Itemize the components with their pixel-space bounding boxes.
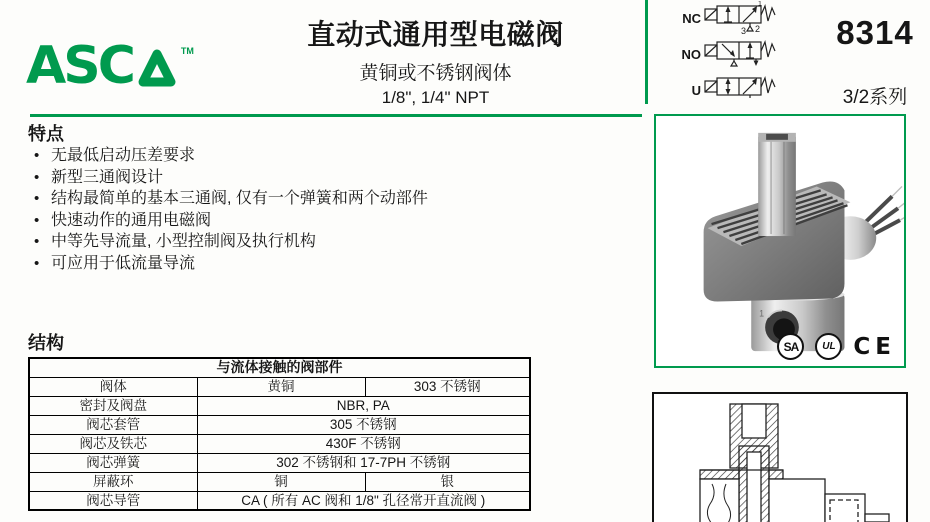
csa-mark-icon: SA bbox=[777, 333, 804, 360]
table-title: 与流体接触的阀部件 bbox=[29, 358, 530, 377]
model-block bbox=[828, 14, 922, 52]
row-value: CA ( 所有 AC 阀和 1/8" 孔径常开直流阀 ) bbox=[197, 491, 530, 510]
port-3-number: 3 bbox=[741, 26, 747, 35]
table-row bbox=[29, 377, 530, 396]
trademark-symbol: TM bbox=[180, 46, 194, 56]
table-row bbox=[29, 491, 530, 510]
feature-text: 无最低启动压差要求 bbox=[51, 147, 196, 164]
features-list bbox=[34, 145, 428, 274]
row-label: 阀芯弹簧 bbox=[29, 453, 197, 472]
feature-item bbox=[34, 210, 428, 232]
feature-text: 新型三通阀设计 bbox=[51, 168, 164, 186]
u-valve-symbol-icon bbox=[704, 73, 780, 107]
row-value: 黄铜 bbox=[197, 377, 365, 396]
flange-section bbox=[700, 470, 739, 479]
bullet-icon: • bbox=[34, 147, 40, 164]
no-valve-symbol-icon bbox=[704, 37, 780, 71]
title-block bbox=[238, 13, 633, 108]
row-value: 铜 bbox=[197, 472, 365, 491]
row-label: 阀体 bbox=[29, 377, 197, 396]
no-symbol-row bbox=[668, 38, 780, 70]
product-photo-box bbox=[654, 114, 906, 368]
table-header-row bbox=[29, 358, 530, 377]
feature-text: 快速动作的通用电磁阀 bbox=[51, 211, 212, 229]
feature-text: 中等先导流量, 小型控制阀及执行机构 bbox=[51, 233, 316, 250]
page-subtitle: 黄铜或不锈钢阀体 bbox=[359, 63, 512, 84]
row-label: 阀芯套管 bbox=[29, 415, 197, 434]
row-value: 430F 不锈钢 bbox=[197, 434, 530, 453]
row-value: NBR, PA bbox=[197, 396, 530, 415]
u-label: U bbox=[691, 82, 701, 98]
port-2-number: 2 bbox=[755, 24, 761, 34]
nc-label: NC bbox=[682, 10, 701, 26]
feature-item bbox=[34, 231, 428, 253]
table-row bbox=[29, 434, 530, 453]
valve-product-photo bbox=[656, 116, 904, 366]
asco-logo-triangle-o bbox=[135, 44, 179, 90]
wetted-parts-table bbox=[28, 357, 531, 511]
table-row bbox=[29, 396, 530, 415]
operator-stem bbox=[865, 514, 889, 522]
housing-outline bbox=[700, 479, 739, 522]
row-label: 阀芯导管 bbox=[29, 491, 197, 510]
operator-outline bbox=[825, 494, 865, 522]
cross-section-box bbox=[652, 392, 908, 522]
series-label: 3/2系列 bbox=[842, 87, 908, 108]
feature-text: 可应用于低流量导流 bbox=[51, 254, 196, 272]
no-label: NO bbox=[681, 46, 701, 62]
asco-logo-text: ASC bbox=[26, 36, 133, 97]
construction-heading: 结构 bbox=[28, 333, 64, 353]
bullet-icon: • bbox=[34, 233, 40, 250]
features-heading: 特点 bbox=[28, 124, 64, 144]
top-hex-fitting bbox=[758, 133, 796, 236]
table-row bbox=[29, 415, 530, 434]
asco-logo bbox=[26, 36, 194, 97]
row-label: 密封及阀盘 bbox=[29, 396, 197, 415]
port-sizes: 1/8", 1/4" NPT bbox=[381, 88, 490, 107]
ul-mark-icon: UL bbox=[815, 333, 842, 360]
row-value: 305 不锈钢 bbox=[197, 415, 530, 434]
row-value: 302 不锈钢和 17-7PH 不锈钢 bbox=[197, 453, 530, 472]
u-symbol-row bbox=[668, 74, 780, 106]
nc-valve-symbol-icon bbox=[704, 1, 780, 35]
feature-item bbox=[34, 253, 428, 275]
nc-symbol-row bbox=[668, 2, 780, 34]
row-label: 阀芯及铁芯 bbox=[29, 434, 197, 453]
certification-marks bbox=[777, 333, 896, 360]
valve-flow-symbols bbox=[668, 2, 780, 110]
bullet-icon: • bbox=[34, 190, 40, 207]
model-number: 8314 bbox=[836, 14, 914, 51]
ce-mark-icon: CE bbox=[853, 333, 896, 360]
port-1-number: 1 bbox=[758, 1, 762, 8]
valve-cross-section-drawing bbox=[654, 394, 906, 522]
feature-item bbox=[34, 167, 428, 189]
header-vertical-divider bbox=[645, 0, 648, 104]
port-marking: 1 bbox=[759, 308, 765, 319]
row-value: 303 不锈钢 bbox=[365, 377, 530, 396]
bullet-icon: • bbox=[34, 211, 40, 229]
row-value: 银 bbox=[365, 472, 530, 491]
table-row bbox=[29, 453, 530, 472]
table-row bbox=[29, 472, 530, 491]
coil-outline bbox=[769, 479, 825, 522]
row-label: 屏蔽环 bbox=[29, 472, 197, 491]
bullet-icon: • bbox=[34, 254, 40, 272]
feature-item bbox=[34, 145, 428, 167]
feature-text: 结构最简单的基本三通阀, 仅有一个弹簧和两个动部件 bbox=[51, 190, 428, 207]
brand-green-rule bbox=[30, 114, 642, 117]
feature-item bbox=[34, 188, 428, 210]
page-title: 直动式通用型电磁阀 bbox=[307, 19, 564, 50]
bullet-icon: • bbox=[34, 168, 40, 186]
